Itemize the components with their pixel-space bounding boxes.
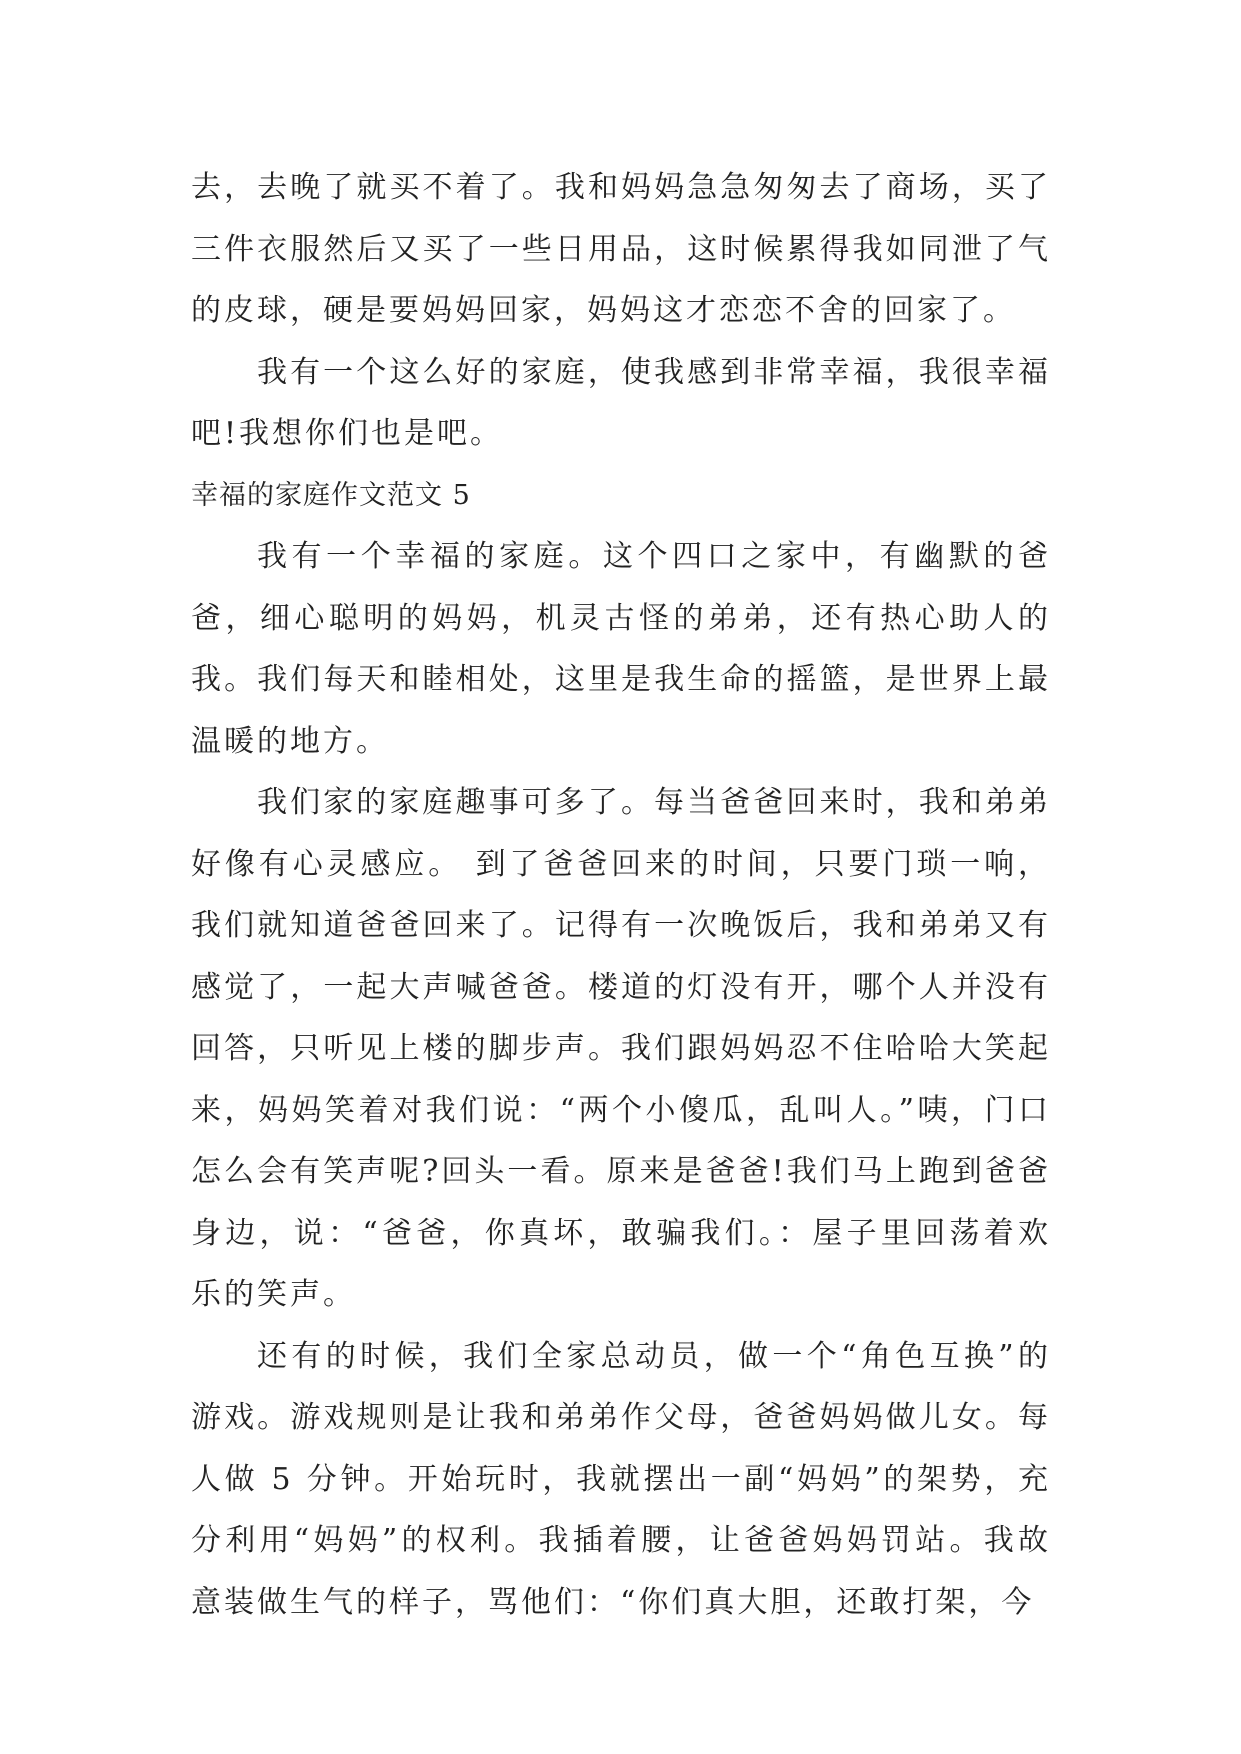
paragraph-continuation: 去，去晚了就买不着了。我和妈妈急急匆匆去了商场，买了三件衣服然后又买了一些日用品，这时候累得我如同泄了气的皮球，硬是要妈妈回家，妈妈这才恋恋不舍的回家了。: [191, 170, 1051, 328]
section-heading: 幸福的家庭作文范文 5: [191, 479, 471, 511]
document-body: [191, 157, 1051, 1633]
paragraph-anecdote: 我们家的家庭趣事可多了。每当爸爸回来时，我和弟弟好像有心灵感应。 到了爸爸回来的时间，只要门琐一响，我们就知道爸爸回来了。记得有一次晚饭后，我和弟弟又有感觉了，一起大声喊爸爸。楼道的灯没有开，哪个人并没有回答，只听见上楼的脚步声。我们跟妈妈忍不住哈哈大笑起来，妈妈笑着对我们说：“两个小傻瓜，乱叫人。”咦，门口怎么会有笑声呢?回头一看。原来是爸爸!我们马上跑到爸爸身边，说：“爸爸，你真坏，敢骗我们。：屋子里回荡着欢乐的笑声。: [191, 785, 1051, 1312]
paragraph-role-swap: 还有的时候，我们全家总动员，做一个“角色互换”的游戏。游戏规则是让我和弟弟作父母，爸爸妈妈做儿女。每人做 5 分钟。开始玩时，我就摆出一副“妈妈”的架势，充分利用“妈妈”的权利。我插着腰，让爸爸妈妈罚站。我故意装做生气的样子，骂他们：“你们真大胆，还敢打架，今: [191, 1338, 1051, 1620]
paragraph-intro: 我有一个幸福的家庭。这个四口之家中，有幽默的爸爸，细心聪明的妈妈，机灵古怪的弟弟，还有热心助人的我。我们每天和睦相处，这里是我生命的摇篮，是世界上最温暖的地方。: [191, 539, 1051, 759]
paragraph-conclusion: 我有一个这么好的家庭，使我感到非常幸福，我很幸福吧!我想你们也是吧。: [191, 354, 1051, 451]
